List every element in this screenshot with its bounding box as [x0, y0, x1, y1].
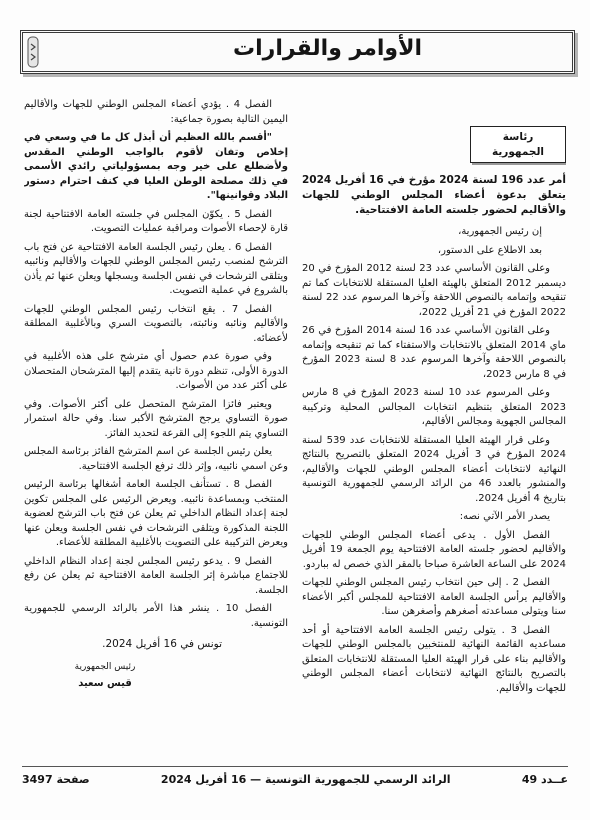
article-6: الفصل 6 . يعلن رئيس الجلسة العامة الافتتاحية عن فتح باب الترشح لمنصب رئيس المجلس الوطني للجهات والأقاليم ونائبيه ويتلقى الترشحات في نفس الجلسة ويسجلها ويعلن عنها ثم يأذن بالشروع في عملية التصويت. [24, 241, 288, 296]
section-header [20, 30, 575, 74]
right-column [302, 98, 566, 758]
journal-name-date: الرائد الرسمي للجمهورية التونسية — 16 أفريل 2024 [160, 773, 451, 786]
page-footer [22, 766, 568, 786]
article-8: الفصل 8 . تستأنف الجلسة العامة أشغالها برئاسة الرئيس المنتخب وبمساعدة نائبيه. ويعرض الرئيس على المجلس تكوين لجنة إعداد النظام الداخلي ثم يعلن عن فتح باب الترشح لعضوية اللجنة المذكورة ويتلقى الترشحات في نفس الجلسة ويعلن عنها ويعرض التركيبة على التصويت بالأغلبية المطلقة للأعضاء. [24, 479, 288, 548]
visa-1: وعلى القانون الأساسي عدد 23 لسنة 2012 المؤرخ في 20 ديسمبر 2012 المتعلق بالهيئة العليا المستقلة للانتخابات كما تم تنقيحه وإتمامه بالنصوص اللاحقة وآخرها المرسوم عدد 22 لسنة 2022 المؤرخ في 21 أفريل 2022، [302, 263, 566, 318]
visa-2: وعلى القانون الأساسي عدد 16 لسنة 2014 المؤرخ في 26 ماي 2014 المتعلق بالانتخابات والاستفتاء كما تم تنقيحه وإتمامه بالنصوص اللاحقة وآخرها المرسوم عدد 8 لسنة 2023 المؤرخ في 8 مارس 2023، [302, 325, 566, 380]
left-column [24, 98, 288, 758]
article-10: الفصل 10 . ينشر هذا الأمر بالرائد الرسمي للجمهورية التونسية. [24, 603, 288, 629]
article-9: الفصل 9 . يدعو رئيس المجلس لجنة إعداد النظام الداخلي للاجتماع مباشرة إثر الجلسة العامة الافتتاحية ثم يعلن عن رفع الجلسة. [24, 555, 288, 596]
preamble-president: إن رئيس الجمهورية، [458, 226, 542, 237]
issue-number: عــدد 49 [521, 773, 568, 786]
visa-4: وعلى قرار الهيئة العليا المستقلة للانتخابات عدد 539 لسنة 2024 المؤرخ في 3 أفريل 2024 المتعلق بالتصريح بالنتائج النهائية لانتخابات أعضاء المجلس الوطني للجهات والأقاليم، والمنشور بالعدد 46 من الرائد الرسمي للجمهورية التونسية بتاريخ 4 أفريل 2024. [302, 434, 566, 504]
signature-block [50, 660, 160, 692]
article-1: الفصل الأول . يدعى أعضاء المجلس الوطني للجهات والأقاليم لحضور جلسته العامة الافتتاحية يوم الجمعة 19 أفريل 2024 على الساعة العاشرة صباحا بالمقر الذي خصص له بباردو. [302, 529, 566, 570]
article-3: الفصل 3 . يتولى رئيس الجلسة العامة الافتتاحية أو أحد مساعديه القائمة النهائية للمنتخبين بالمجلس الوطني للجهات والأقاليم بناء على قرار الهيئة العليا المستقلة للانتخابات المتعلق بالتصريح بالنتائج النهائية لانتخابات أعضاء المجلس الوطني للجهات والأقاليم. [302, 624, 566, 694]
enactment-formula: يصدر الأمر الآتي نصه: [459, 511, 550, 522]
decree-title: أمر عدد 196 لسنة 2024 مؤرخ في 16 أفريل 2024 يتعلق بدعوة أعضاء المجلس الوطني للجهات والأقاليم لحضور جلسته العامة الافتتاحية. [302, 174, 566, 216]
article-5: الفصل 5 . يكوّن المجلس في جلسته العامة الافتتاحية لجنة قارة لإحصاء الأصوات ومراقبة عمليات التصويت. [24, 208, 288, 234]
header-ornament-icon [27, 36, 39, 68]
article-4: الفصل 4 . يؤدي أعضاء المجلس الوطني للجهات والأقاليم اليمين التالية بصورة جماعية: [24, 99, 288, 125]
preamble-constitution: بعد الاطلاع على الدستور، [437, 244, 542, 256]
page-number: صفحة 3497 [22, 773, 90, 786]
text-columns [24, 98, 566, 758]
visa-3: وعلى المرسوم عدد 10 لسنة 2023 المؤرخ في 8 مارس 2023 المتعلق بتنظيم انتخابات المجالس المحلية وتركيبة المجالس الجهوية ومجالس الأقاليم، [302, 387, 566, 427]
article-7-tie-rule: ويعتبر فائزا المترشح المتحصل على أكثر الأصوات. وفي صورة التساوي يرجح المترشح الأكبر سنا. وفي حالة استمرار التساوي يتم اللجوء إلى القرعة لتحديد الفائز. [24, 398, 288, 439]
article-2: الفصل 2 . إلى حين انتخاب رئيس المجلس الوطني للجهات والأقاليم يرأس الجلسة العامة الافتتاحية للمجلس أكبر الأعضاء سنا ويتولى مساعدته أصغرهم وأصغرهن سنا. [302, 577, 566, 617]
article-7: الفصل 7 . يقع انتخاب رئيس المجلس الوطني للجهات والأقاليم ونائبه ونائبته، بالتصويت السري وبالأغلبية المطلقة لأعضائه. [24, 303, 288, 344]
oath-text: "أقسم بالله العظيم أن أبذل كل ما في وسعي في إخلاص وتفان لأقوم بالواجب الوطني المقدس ولأضطلع على خير وجه بمسؤولياتي رائدي الأسمى في ذلك مصلحة الوطن العليا في كنف احترام دستور البلاد وقوانينها". [24, 132, 288, 201]
section-title: الأوامر والقرارات [233, 36, 422, 61]
signatory-name: قيس سعيد [78, 678, 132, 689]
issuer-box: رئاسة الجمهورية [470, 126, 566, 163]
article-7-announcement: يعلن رئيس الجلسة عن اسم المترشح الفائز برئاسة المجلس وعن اسمي نائبيه، وإثر ذلك ترفع الجلسة الافتتاحية. [24, 446, 288, 472]
place-date: تونس في 16 أفريل 2024. [102, 638, 222, 650]
signatory-title: رئيس الجمهورية [74, 661, 136, 672]
article-7-second-round: وفي صورة عدم حصول أي مترشح على هذه الأغلبية في الدورة الأولى، تنظم دورة ثانية يتقدم إليها المترشحان المتحصلان على أكثر عدد من الأصوات. [24, 351, 288, 391]
